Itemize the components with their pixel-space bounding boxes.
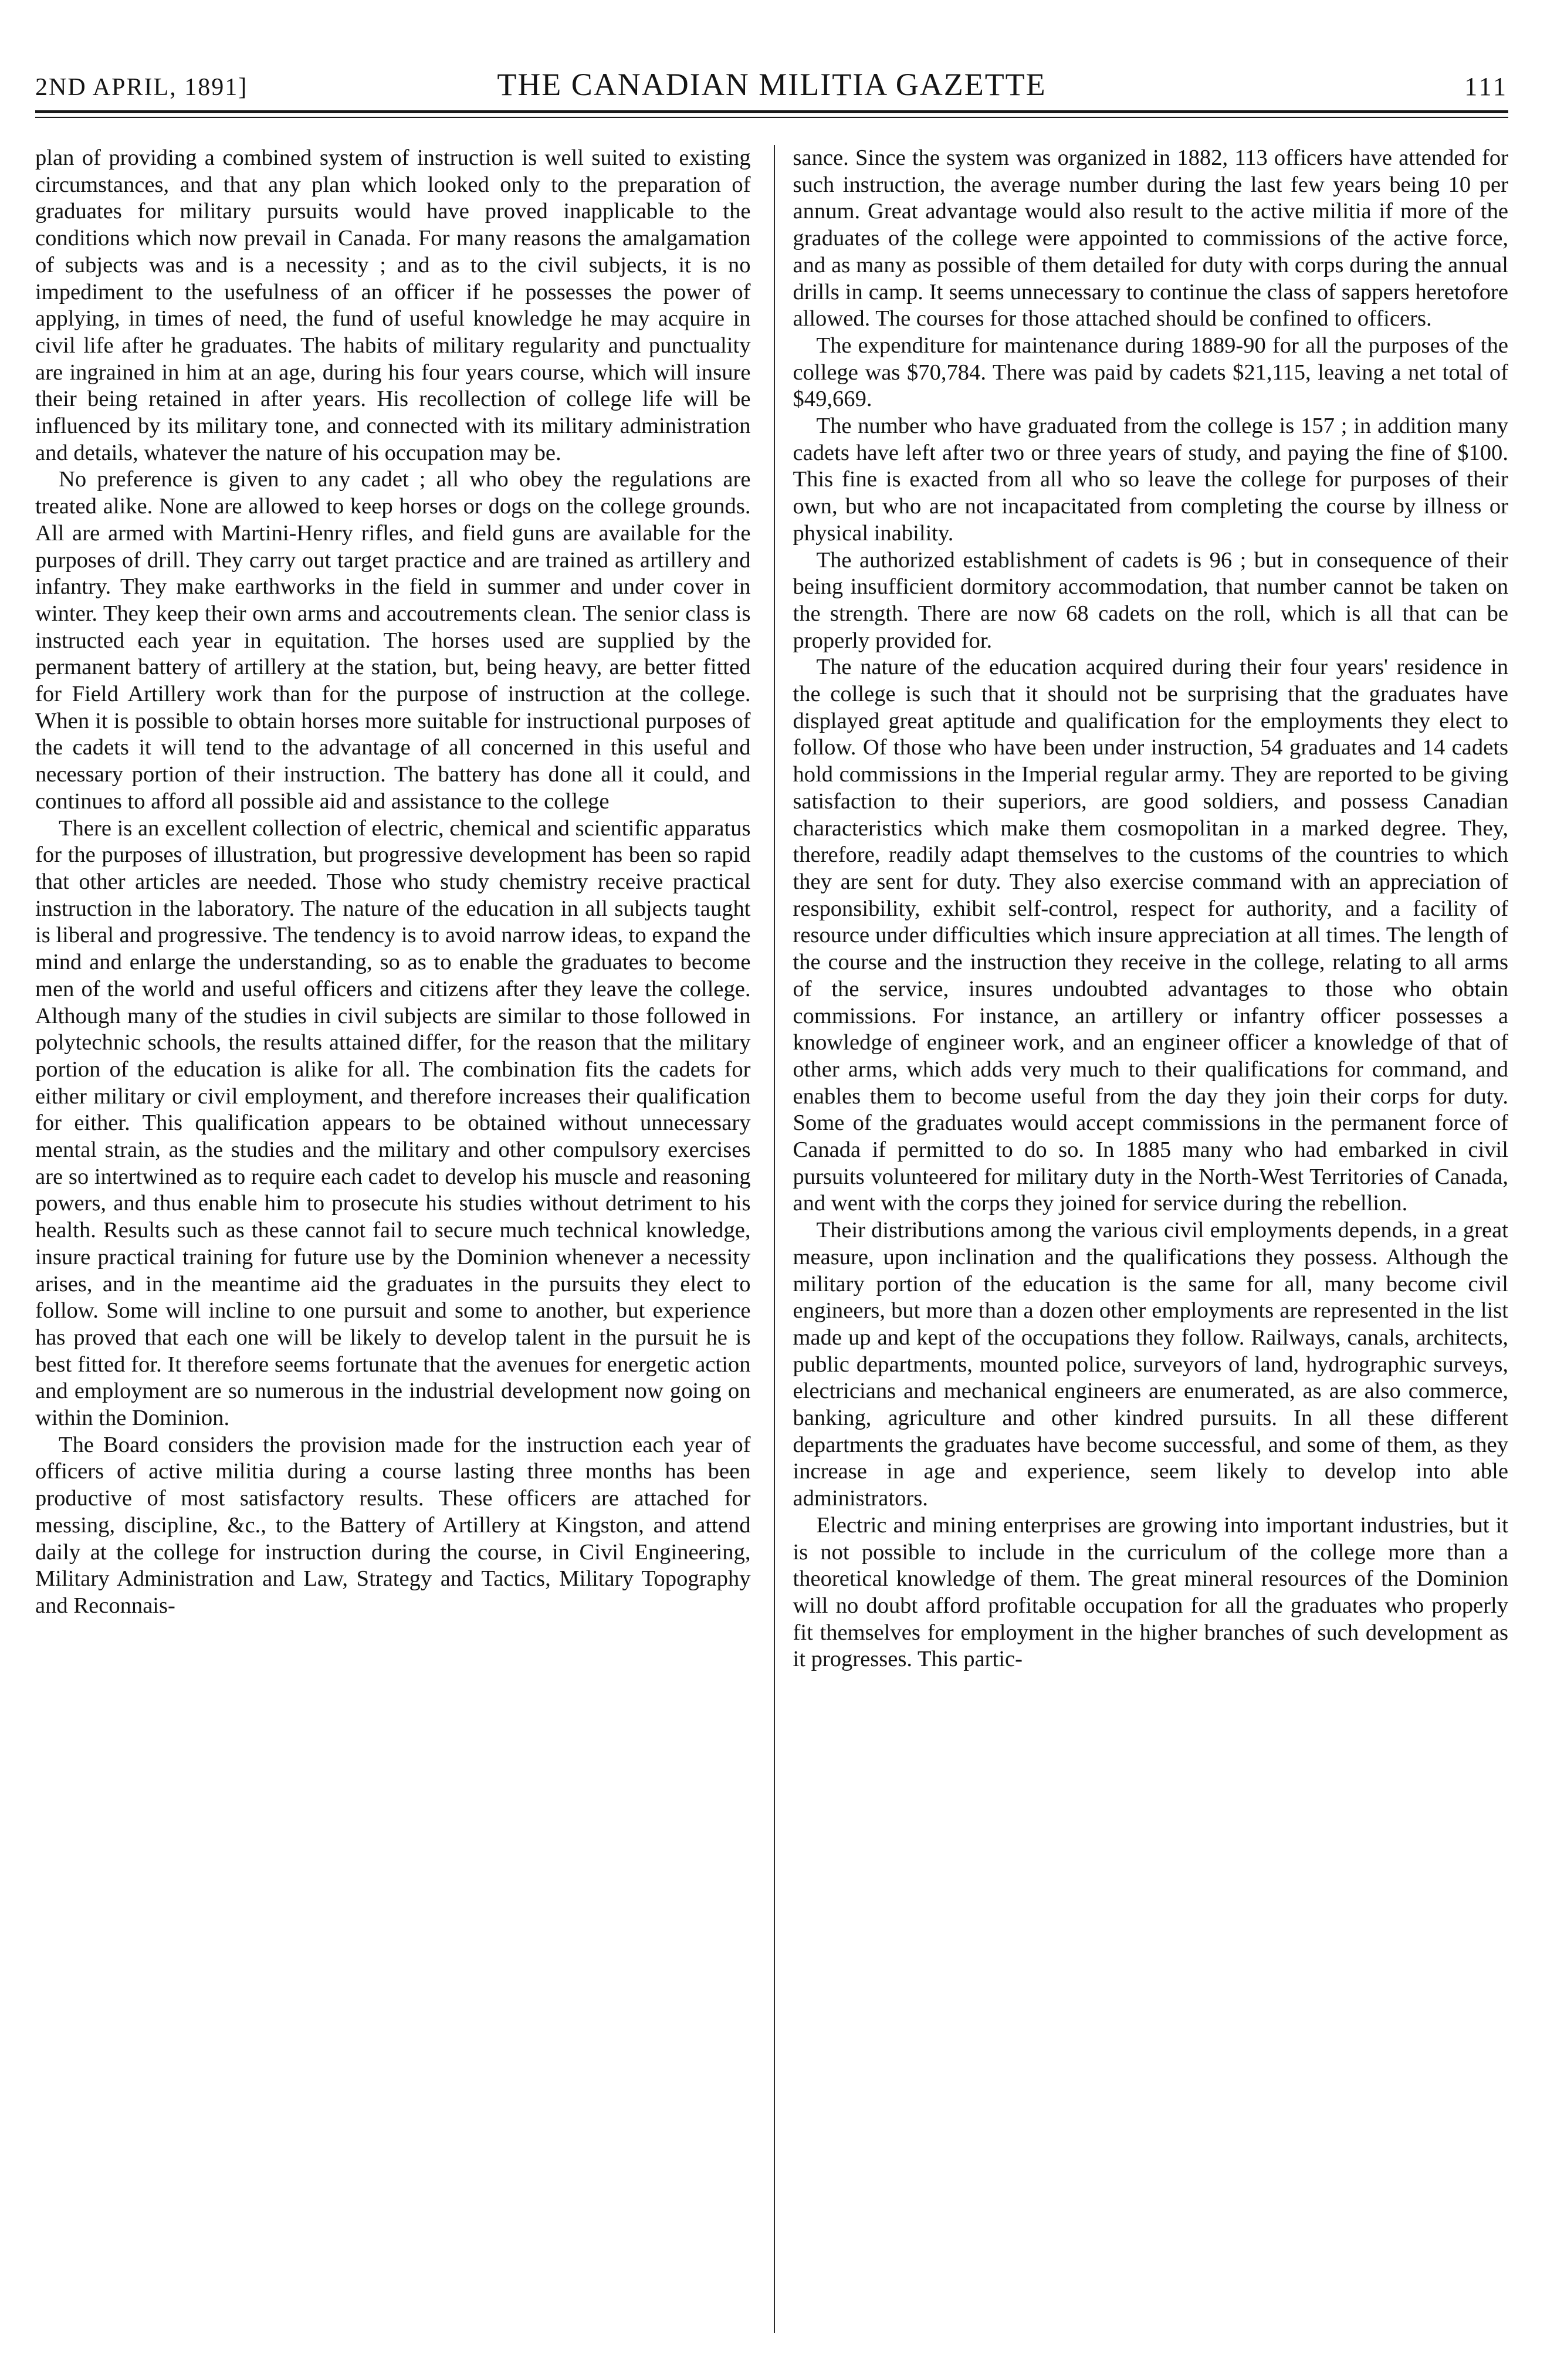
right-column [793,145,1509,2351]
paragraph: There is an excellent collection of electric, chemical and scientific apparatus for the purposes of illustration, but progressive development has been so rapid that other articles are needed. Those who study chemistry receive practical instruction in the laboratory. The nature of the education in all subjects taught is liberal and progressive. The tendency is to avoid narrow ideas, to expand the mind and enlarge the understanding, so as to enable the graduates to become men of the world and useful officers and citizens after they leave the college. Although many of the studies in civil subjects are similar to those followed in polytechnic schools, the results attained differ, for the reason that the military portion of the education is alike for all. The combination fits the cadets for either military or civil employment, and therefore increases their qualification for either. This qualification appears to be obtained without unnecessary mental strain, as the studies and the military and other compulsory exercises are so intertwined as to require each cadet to develop his muscle and reasoning powers, and thus enable him to prosecute his studies without detriment to his health. Results such as these cannot fail to secure much technical knowledge, insure practical training for future use by the Dominion whenever a necessity arises, and in the meantime aid the graduates in the pursuits they elect to follow. Some will incline to one pursuit and some to another, but experience has proved that each one will be likely to develop talent in the pursuit he is best fitted for. It therefore seems fortunate that the avenues for energetic action and employment are so numerous in the industrial development now going on within the Dominion. [35,815,751,1431]
issue-date: 2ND APRIL, 1891] [35,74,248,101]
paragraph: The Board considers the provision made for the instruction each year of officers of active militia during a course lasting three months has been productive of most satisfactory results. These officers are attached for messing, discipline, &c., to the Battery of Artillery at Kingston, and attend daily at the college for instruction during the course, in Civil Engineering, Military Administration and Law, Strategy and Tactics, Military Topography and Reconnais- [35,1432,751,1618]
paragraph: No preference is given to any cadet ; all who obey the regulations are treated alike. None are allowed to keep horses or dogs on the college grounds. All are armed with Martini-Henry rifles, and field guns are available for the purposes of drill. They carry out target practice and are trained as artillery and infantry. They make earthworks in the field in summer and under cover in winter. They keep their own arms and accoutrements clean. The senior class is instructed each year in equitation. The horses used are supplied by the permanent battery of artillery at the station, but, being heavy, are better fitted for Field Artillery work than for the purpose of instruction at the college. When it is possible to obtain horses more suitable for instructional purposes of the cadets it will tend to the advantage of all concerned in this useful and necessary portion of their instruction. The battery has done all it could, and continues to afford all possible aid and assistance to the college [35,467,751,814]
left-column [35,145,751,2351]
column-divider [774,145,775,2333]
article-body [35,145,1508,2351]
publication-title: THE CANADIAN MILITIA GAZETTE [497,67,1047,102]
masthead [35,66,1508,103]
paragraph: The nature of the education acquired during their four years' residence in the college is such that it should not be surprising that the graduates have displayed great aptitude and qualification for the employments they elect to follow. Of those who have been under instruction, 54 graduates and 14 cadets hold commissions in the Imperial regular army. They are reported to be giving satisfaction to their superiors, are good soldiers, and possess Canadian characteristics which make them cosmopolitan in a marked degree. They, therefore, readily adapt themselves to the customs of the countries to which they are sent for duty. They also exercise command with an appreciation of responsibility, exhibit self-control, respect for authority, and a facility of resource under difficulties which insure appreciation at all times. The length of the course and the instruction they receive in the college, relating to all arms of the service, insures undoubted advantages to those who obtain commissions. For instance, an artillery or infantry officer possesses a knowledge of engineer work, and an engineer officer a knowledge of that of other arms, which adds very much to their qualifications for command, and enables them to become useful from the day they join their corps for duty. Some of the graduates would accept commissions in the permanent force of Canada if permitted to do so. In 1885 many who had embarked in civil pursuits volunteered for military duty in the North-West Territories of Canada, and went with the corps they joined for service during the rebellion. [793,655,1508,1216]
paragraph: sance. Since the system was organized in 1882, 113 officers have attended for such instruction, the average number during the last few years being 10 per annum. Great advantage would also result to the active militia if more of the graduates of the college were appointed to commissions of the active force, and as many as possible of them detailed for duty with corps during the annual drills in camp. It seems unnecessary to continue the class of sappers heretofore allowed. The courses for those attached should be confined to officers. [793,145,1508,331]
header-rule-thick [35,110,1508,113]
paragraph: The number who have graduated from the college is 157 ; in addition many cadets have left after two or three years of study, and paying the fine of $100. This fine is exacted from all who so leave the college for purposes of their own, but who are not incapacitated from completing the course by illness or physical inability. [793,414,1508,546]
paragraph: Electric and mining enterprises are growing into important industries, but it is not possible to include in the curriculum of the college more than a theoretical knowledge of them. The great mineral resources of the Dominion will no doubt afford profitable occupation for all the graduates who properly fit themselves for employment in the higher branches of such development as it progresses. This partic- [793,1512,1508,1672]
paragraph: The expenditure for maintenance during 1889-90 for all the purposes of the college was $70,784. There was paid by cadets $21,115, leaving a net total of $49,669. [793,333,1508,412]
paragraph: plan of providing a combined system of instruction is well suited to existing circumstances, and that any plan which looked only to the preparation of graduates for military pursuits would have proved inapplicable to the conditions which now prevail in Canada. For many reasons the amalgamation of subjects was and is a necessity ; and as to the civil subjects, it is no impediment to the usefulness of an officer if he possesses the power of applying, in times of need, the fund of useful knowledge he may acquire in civil life after he graduates. The habits of military regularity and punctuality are ingrained in him at an age, during his four years course, which will insure their being retained in after years. His recollection of college life will be influenced by its military tone, and connected with its military administration and details, whatever the nature of his occupation may be. [35,145,751,465]
paragraph: Their distributions among the various civil employments depends, in a great measure, upon inclination and the qualifications they possess. Although the military portion of the education is the same for all, many become civil engineers, but more than a dozen other employments are represented in the list made up and kept of the occupations they follow. Railways, canals, architects, public departments, mounted police, surveyors of land, hydrographic surveys, electricians and mechanical engineers are enumerated, as are also commerce, banking, agriculture and other kindred pursuits. In all these different departments the graduates have become successful, and some of them, as they increase in age and experience, seem likely to develop into able administrators. [793,1218,1508,1511]
page-number: 111 [1464,72,1508,101]
paragraph: The authorized establishment of cadets is 96 ; but in consequence of their being insufficient dormitory accommodation, that number cannot be taken on the strength. There are now 68 cadets on the roll, which is all that can be properly provided for. [793,547,1508,653]
header-rule-thin [35,117,1508,118]
